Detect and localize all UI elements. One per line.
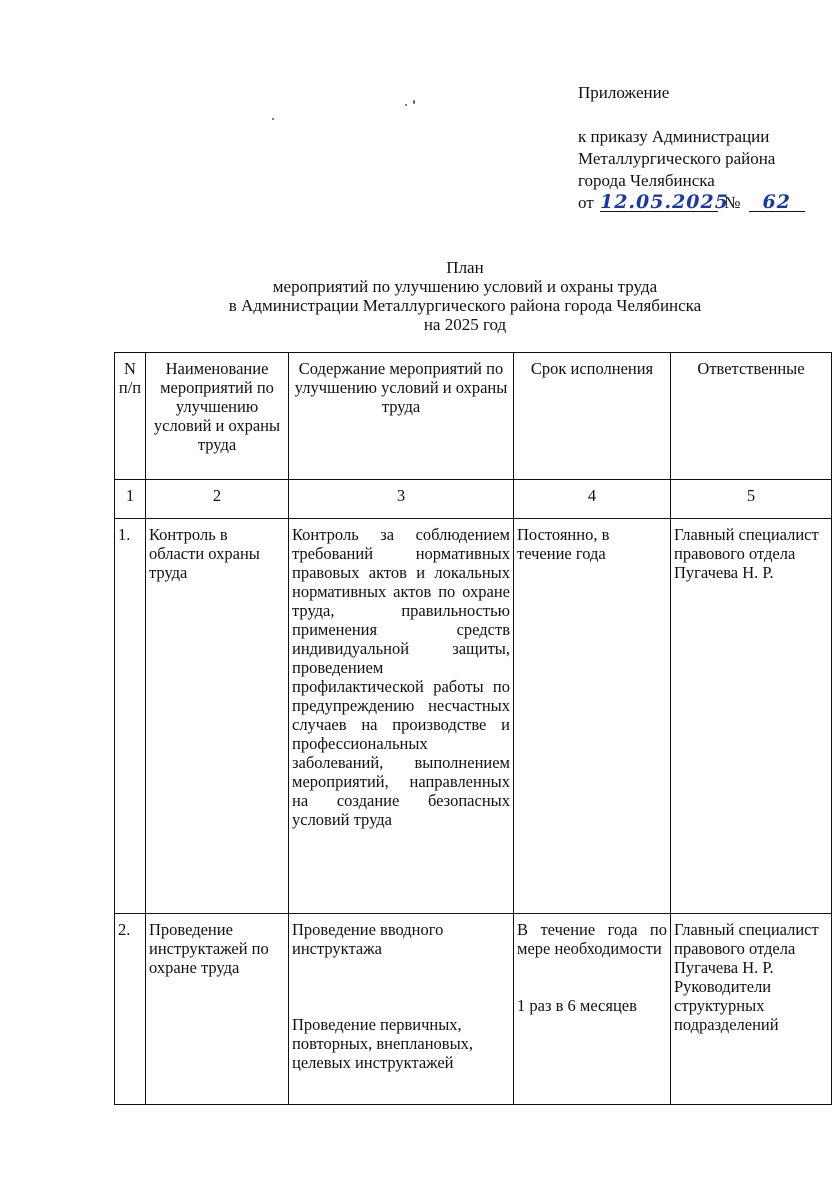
header-deadline: Срок исполнения	[514, 353, 671, 480]
appendix-title: Приложение	[578, 83, 670, 102]
document-heading	[100, 258, 830, 334]
header-responsible: Ответственные	[671, 353, 832, 480]
heading-line-3: в Администрации Металлургического района города Челябинска	[228, 296, 702, 315]
row-deadline-part-2: 1 раз в 6 месяцев	[517, 996, 637, 1015]
handwritten-order-date: 12.05.2025	[599, 191, 729, 213]
date-prefix: от	[578, 193, 594, 212]
row-name: Контроль в области охраны труда	[146, 519, 289, 914]
appendix-block	[578, 82, 828, 214]
row-responsible	[671, 914, 832, 1105]
column-number: 5	[671, 480, 832, 519]
table-row	[115, 914, 832, 1105]
heading-line-4: на 2025 год	[423, 315, 507, 334]
row-content	[289, 914, 514, 1105]
appendix-line-1: к приказу Администрации	[578, 127, 770, 146]
header-name: Наименование мероприятий по улучшению условий и охраны труда	[146, 353, 289, 480]
column-number-row	[115, 480, 832, 519]
row-content-part-1: Проведение вводного инструктажа	[292, 920, 444, 958]
row-content-part-2: Проведение первичных, повторных, внеплановых, целевых инструктажей	[292, 1015, 474, 1072]
header-num: N п/п	[115, 353, 146, 480]
row-responsible: Главный специалист правового отдела Пугачева Н. Р.	[671, 519, 832, 914]
heading-line-2: мероприятий по улучшению условий и охраны труда	[272, 277, 658, 296]
row-content: Контроль за соблюдением требований нормативных правовых актов и локальных нормативных актов по охране труда, правильностью применения средств индивидуальной защиты, проведением профилактической работы по предупреждению несчастных случаев на производстве и профессиональных заболеваний, выполнением мероприятий, направленных на создание безопасных условий труда	[289, 519, 514, 914]
column-number: 3	[289, 480, 514, 519]
row-deadline: Постоянно, в течение года	[514, 519, 671, 914]
order-date-line	[578, 192, 828, 214]
row-responsible-part-1: Главный специалист правового отдела Пугачева Н. Р.	[674, 920, 819, 977]
row-responsible-part-2: Руководители структурных подразделений	[674, 977, 779, 1034]
column-number: 2	[146, 480, 289, 519]
appendix-line-3: города Челябинска	[578, 171, 715, 190]
column-number: 1	[115, 480, 146, 519]
column-number: 4	[514, 480, 671, 519]
number-sign: №	[724, 193, 741, 212]
handwritten-order-number: 62	[749, 193, 805, 212]
row-name: Проведение инструктажей по охране труда	[146, 914, 289, 1105]
row-num: 2.	[115, 914, 146, 1105]
table-header-row	[115, 353, 832, 480]
row-num: 1.	[115, 519, 146, 914]
plan-table	[114, 352, 832, 1105]
heading-title: План	[446, 258, 484, 277]
header-content: Содержание мероприятий по улучшению условий и охраны труда	[289, 353, 514, 480]
row-deadline-part-1: В течение года по мере необходимости	[517, 920, 667, 958]
appendix-line-2: Металлургического района	[578, 149, 776, 168]
row-deadline	[514, 914, 671, 1105]
table-row	[115, 519, 832, 914]
